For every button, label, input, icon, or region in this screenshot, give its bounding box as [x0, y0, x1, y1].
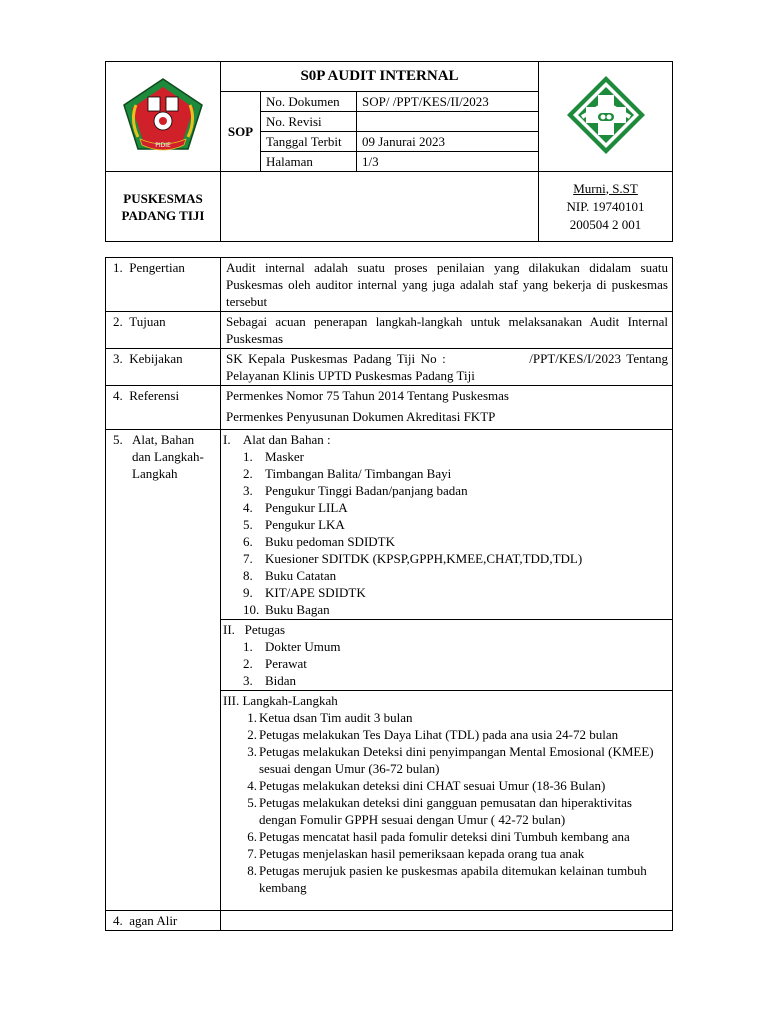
item-text: Timbangan Balita/ Timbangan Bayi: [265, 466, 452, 481]
list-item: [237, 743, 668, 777]
item-number: 9.: [243, 585, 253, 600]
alat-bahan-list: [223, 448, 668, 618]
list-item: [223, 499, 668, 516]
puskesmas-logo: [118, 75, 208, 155]
list-item: [223, 550, 668, 567]
label-pengertian-text: Pengertian: [129, 260, 185, 275]
step-text: Petugas melakukan Deteksi dini penyimpangan Mental Emosional (KMEE) sesuai dengan Umur (36-72 bulan): [259, 744, 654, 776]
item-number: 7.: [243, 551, 253, 566]
alat-bahan-title: I. Alat dan Bahan :: [223, 432, 331, 447]
step-text: Petugas merujuk pasien ke puskesmas apabila ditemukan kelainan tumbuh kembang: [259, 863, 647, 895]
sop-body-table: [105, 257, 673, 931]
text-referensi: [221, 386, 673, 430]
signer-nip-line2: 200504 2 001: [569, 216, 642, 232]
list-item: [223, 533, 668, 550]
revision-label: No. Revisi: [261, 112, 357, 132]
step-text: Petugas menjelaskan hasil pemeriksaan kepada orang tua anak: [259, 846, 585, 861]
issue-date-label: Tanggal Terbit: [261, 132, 357, 152]
list-item: [223, 584, 668, 601]
label-tujuan-text: Tujuan: [129, 314, 166, 329]
step-number: 4.: [247, 778, 257, 793]
text-kebijakan: SK Kepala Puskesmas Padang Tiji No : /PPT/KES/I/2023 Tentang Pelayanan Klinis UPTD Puskesmas Padang Tiji: [221, 349, 673, 386]
left-logo-cell: [106, 62, 221, 172]
num-pengertian: 1.: [113, 260, 123, 275]
item-text: Dokter Umum: [265, 639, 341, 654]
label-kebijakan-text: Kebijakan: [129, 351, 183, 366]
num-tujuan: 2.: [113, 314, 123, 329]
item-text: Bidan: [265, 673, 297, 688]
item-number: 3.: [243, 673, 253, 688]
item-number: 10.: [243, 602, 260, 617]
step-number: 1.: [247, 710, 257, 725]
label-pengertian: [106, 258, 221, 312]
num-referensi: 4.: [113, 388, 123, 403]
document-title: S0P AUDIT INTERNAL: [221, 62, 539, 92]
item-text: Buku Bagan: [265, 602, 330, 617]
list-item: [223, 482, 668, 499]
label-alat: [106, 430, 221, 911]
label-tujuan: [106, 312, 221, 349]
left-logo-text: PIDIE: [155, 141, 171, 149]
label-alat-line1: Alat, Bahan: [132, 432, 195, 447]
item-text: Perawat: [265, 656, 307, 671]
step-text: Petugas melakukan Tes Daya Lihat (TDL) pada ana usia 24-72 bulan: [259, 727, 619, 742]
page-label: Halaman: [261, 152, 357, 172]
org-name-line2: PADANG TIJI: [121, 207, 205, 223]
list-item: [223, 567, 668, 584]
item-text: Pengukur Tinggi Badan/panjang badan: [265, 483, 468, 498]
num-kebijakan: 3.: [113, 351, 123, 366]
label-alat-line2: dan Langkah-: [132, 449, 204, 464]
langkah-title: III. Langkah-Langkah: [223, 693, 338, 708]
item-text: Buku Catatan: [265, 568, 337, 583]
petugas-list: [223, 638, 668, 689]
signer-name: Murni, S.ST: [573, 180, 638, 196]
signer-block: [539, 172, 673, 242]
num-bagan-alir: 4.: [113, 913, 123, 928]
list-item: [223, 601, 668, 618]
label-referensi-text: Referensi: [129, 388, 180, 403]
list-item: [237, 726, 668, 743]
row-kebijakan: [106, 349, 673, 386]
issue-date-value: 09 Janurai 2023: [357, 132, 539, 152]
item-text: Pengukur LKA: [265, 517, 345, 532]
item-number: 6.: [243, 534, 253, 549]
item-text: Masker: [265, 449, 304, 464]
label-referensi: [106, 386, 221, 430]
list-item: [237, 828, 668, 845]
item-text: Buku pedoman SDIDTK: [265, 534, 395, 549]
referensi-line2: Permenkes Penyusunan Dokumen Akreditasi FKTP: [226, 409, 496, 424]
step-text: Petugas mencatat hasil pada fomulir deteksi dini Tumbuh kembang ana: [259, 829, 630, 844]
item-number: 5.: [243, 517, 253, 532]
row-pengertian: [106, 258, 673, 312]
bagan-alir-cell: [221, 911, 673, 931]
alat-bahan-cell: [221, 430, 673, 620]
list-item: [223, 516, 668, 533]
org-name-line1: PUSKESMAS: [123, 190, 203, 206]
signer-nip-line1: NIP. 19740101: [566, 198, 645, 214]
header-table: [105, 61, 673, 242]
text-tujuan: Sebagai acuan penerapan langkah-langkah untuk melaksanakan Audit Internal Puskesmas: [221, 312, 673, 349]
item-number: 3.: [243, 483, 253, 498]
step-text: Ketua dsan Tim audit 3 bulan: [259, 710, 413, 725]
num-alat: 5.: [113, 432, 123, 447]
health-cross-logo: [564, 73, 648, 157]
item-number: 1.: [243, 449, 253, 464]
step-text: Petugas melakukan deteksi dini CHAT sesuai Umur (18-36 Bulan): [259, 778, 606, 793]
doc-number-label: No. Dokumen: [261, 92, 357, 112]
step-number: 6.: [247, 829, 257, 844]
langkah-list: [223, 709, 668, 896]
sop-label: SOP: [221, 92, 261, 172]
list-item: [223, 638, 668, 655]
list-item: [237, 709, 668, 726]
org-name: [106, 172, 221, 242]
step-number: 7.: [247, 846, 257, 861]
list-item: [237, 794, 668, 828]
row-bagan-alir: [106, 911, 673, 931]
doc-number-value: SOP/ /PPT/KES/II/2023: [357, 92, 539, 112]
label-alat-line3: Langkah: [132, 466, 178, 481]
label-bagan-alir-text: agan Alir: [129, 913, 178, 928]
item-text: Pengukur LILA: [265, 500, 348, 515]
item-text: Kuesioner SDITDK (KPSP,GPPH,KMEE,CHAT,TDD,TDL): [265, 551, 583, 566]
label-bagan-alir: [106, 911, 221, 931]
item-number: 4.: [243, 500, 253, 515]
step-number: 8.: [247, 863, 257, 878]
row-alat-part1: [106, 430, 673, 620]
petugas-cell: [221, 620, 673, 691]
header-blank-cell: [221, 172, 539, 242]
row-referensi: [106, 386, 673, 430]
text-pengertian: Audit internal adalah suatu proses penilaian yang dilakukan didalam suatu Puskesmas oleh auditor internal yang juga adalah staf yang bekerja di puskesmas tersebut: [221, 258, 673, 312]
referensi-line1: Permenkes Nomor 75 Tahun 2014 Tentang Puskesmas: [226, 388, 509, 403]
list-item: [237, 862, 668, 896]
item-number: 2.: [243, 656, 253, 671]
petugas-title: II. Petugas: [223, 622, 286, 637]
item-number: 2.: [243, 466, 253, 481]
step-number: 2.: [247, 727, 257, 742]
item-text: KIT/APE SDIDTK: [265, 585, 366, 600]
langkah-cell: [221, 691, 673, 911]
revision-value: [357, 112, 539, 132]
list-item: [237, 777, 668, 794]
item-number: 1.: [243, 639, 253, 654]
label-kebijakan: [106, 349, 221, 386]
list-item: [223, 655, 668, 672]
page-value: 1/3: [357, 152, 539, 172]
list-item: [237, 845, 668, 862]
list-item: [223, 465, 668, 482]
right-logo-cell: [539, 62, 673, 172]
item-number: 8.: [243, 568, 253, 583]
step-number: 3.: [247, 744, 257, 759]
step-number: 5.: [247, 795, 257, 810]
list-item: [223, 448, 668, 465]
list-item: [223, 672, 668, 689]
step-text: Petugas melakukan deteksi dini gangguan pemusatan dan hiperaktivitas dengan Fomulir GPPH sesuai dengan Umur ( 42-72 bulan): [259, 795, 632, 827]
row-tujuan: [106, 312, 673, 349]
